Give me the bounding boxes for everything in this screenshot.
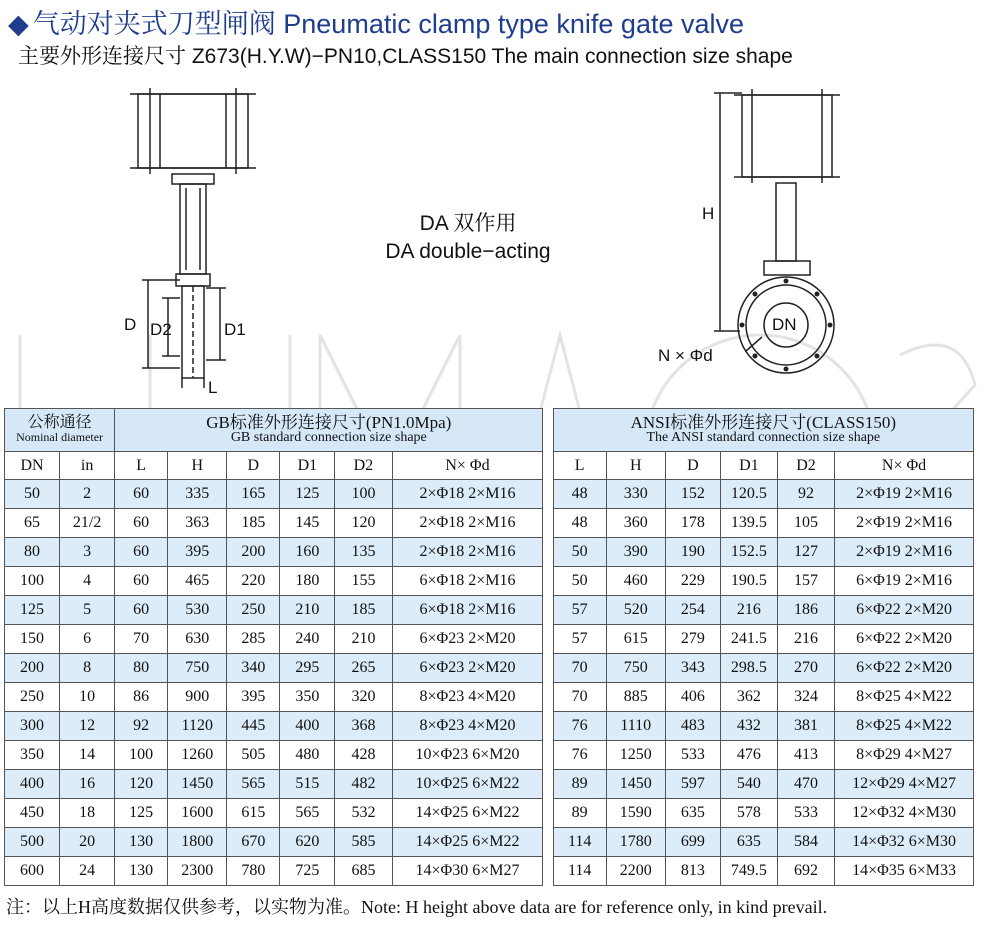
column-header: L bbox=[115, 452, 168, 480]
table-gap bbox=[543, 828, 553, 857]
table-cell: 533 bbox=[777, 799, 834, 828]
table-row bbox=[5, 857, 974, 886]
table-cell: 16 bbox=[60, 770, 115, 799]
table-gap bbox=[543, 799, 553, 828]
table-cell: 216 bbox=[777, 625, 834, 654]
table-cell: 3 bbox=[60, 538, 115, 567]
column-header: N× Φd bbox=[392, 452, 543, 480]
table-cell: 279 bbox=[665, 625, 720, 654]
table-cell: 390 bbox=[606, 538, 665, 567]
table-cell: 578 bbox=[720, 799, 777, 828]
column-header: DN bbox=[5, 452, 60, 480]
table-cell: 482 bbox=[335, 770, 392, 799]
table-cell: 145 bbox=[280, 509, 335, 538]
table-cell: 240 bbox=[280, 625, 335, 654]
table-cell: 432 bbox=[720, 712, 777, 741]
table-cell: 190.5 bbox=[720, 567, 777, 596]
column-header: in bbox=[60, 452, 115, 480]
table-cell: 70 bbox=[553, 654, 606, 683]
table-cell: 450 bbox=[5, 799, 60, 828]
table-cell: 139.5 bbox=[720, 509, 777, 538]
table-cell: 597 bbox=[665, 770, 720, 799]
header-gb-zh: GB标准外形连接尺寸(PN1.0Mpa) bbox=[206, 413, 452, 432]
table-cell: 160 bbox=[280, 538, 335, 567]
table-cell: 48 bbox=[553, 480, 606, 509]
table-cell: 165 bbox=[227, 480, 280, 509]
table-cell: 750 bbox=[168, 654, 227, 683]
table-gap bbox=[543, 770, 553, 799]
table-cell: 157 bbox=[777, 567, 834, 596]
table-cell: 2200 bbox=[606, 857, 665, 886]
table-cell: 120 bbox=[115, 770, 168, 799]
table-cell: 24 bbox=[60, 857, 115, 886]
footnote: 注：以上H高度数据仅供参考，以实物为准。Note: H height above data are for reference only, in kind prevail. bbox=[6, 897, 828, 917]
table-cell: 584 bbox=[777, 828, 834, 857]
table-cell: 2 bbox=[60, 480, 115, 509]
table-cell: 749.5 bbox=[720, 857, 777, 886]
table-cell: 6×Φ22 2×M20 bbox=[835, 654, 974, 683]
table-gap bbox=[543, 538, 553, 567]
table-cell: 48 bbox=[553, 509, 606, 538]
table-cell: 2×Φ19 2×M16 bbox=[835, 538, 974, 567]
diamond-bullet-icon: ◆ bbox=[8, 9, 29, 39]
table-cell: 21/2 bbox=[60, 509, 115, 538]
table-cell: 400 bbox=[5, 770, 60, 799]
table-cell: 885 bbox=[606, 683, 665, 712]
table-cell: 670 bbox=[227, 828, 280, 857]
valve-front-view-drawing bbox=[650, 85, 860, 385]
table-cell: 1780 bbox=[606, 828, 665, 857]
table-cell: 2×Φ18 2×M16 bbox=[392, 480, 543, 509]
table-gap bbox=[543, 857, 553, 886]
table-cell: 6×Φ23 2×M20 bbox=[392, 654, 543, 683]
table-row bbox=[5, 741, 974, 770]
table-cell: 50 bbox=[5, 480, 60, 509]
table-cell: 20 bbox=[60, 828, 115, 857]
table-gap bbox=[543, 625, 553, 654]
table-cell: 2×Φ18 2×M16 bbox=[392, 538, 543, 567]
table-cell: 363 bbox=[168, 509, 227, 538]
table-cell: 350 bbox=[5, 741, 60, 770]
page-subtitle: 主要外形连接尺寸 Z673(H.Y.W)−PN10,CLASS150 The main connection size shape bbox=[18, 45, 793, 68]
table-cell: 8 bbox=[60, 654, 115, 683]
table-cell: 186 bbox=[777, 596, 834, 625]
table-cell: 476 bbox=[720, 741, 777, 770]
table-cell: 127 bbox=[777, 538, 834, 567]
table-cell: 57 bbox=[553, 625, 606, 654]
table-cell: 270 bbox=[777, 654, 834, 683]
mode-label-zh: DA 双作用 bbox=[419, 212, 517, 235]
table-gap bbox=[543, 409, 553, 452]
table-cell: 320 bbox=[335, 683, 392, 712]
table-cell: 8×Φ25 4×M22 bbox=[835, 712, 974, 741]
header-group-row bbox=[5, 409, 974, 452]
table-cell: 470 bbox=[777, 770, 834, 799]
table-row bbox=[5, 567, 974, 596]
table-cell: 362 bbox=[720, 683, 777, 712]
table-cell: 445 bbox=[227, 712, 280, 741]
table-cell: 5 bbox=[60, 596, 115, 625]
table-cell: 76 bbox=[553, 712, 606, 741]
valve-side-view-drawing bbox=[120, 80, 280, 395]
table-cell: 6×Φ18 2×M16 bbox=[392, 596, 543, 625]
table-cell: 368 bbox=[335, 712, 392, 741]
label-d1: D1 bbox=[224, 320, 246, 339]
column-header: D1 bbox=[280, 452, 335, 480]
table-cell: 6×Φ22 2×M20 bbox=[835, 625, 974, 654]
table-cell: 80 bbox=[115, 654, 168, 683]
table-cell: 2×Φ19 2×M16 bbox=[835, 509, 974, 538]
table-cell: 350 bbox=[280, 683, 335, 712]
table-cell: 1590 bbox=[606, 799, 665, 828]
table-cell: 533 bbox=[665, 741, 720, 770]
table-cell: 300 bbox=[5, 712, 60, 741]
table-cell: 520 bbox=[606, 596, 665, 625]
table-cell: 330 bbox=[606, 480, 665, 509]
column-header: N× Φd bbox=[835, 452, 974, 480]
table-cell: 6×Φ23 2×M20 bbox=[392, 625, 543, 654]
table-row bbox=[5, 828, 974, 857]
table-cell: 250 bbox=[5, 683, 60, 712]
table-cell: 750 bbox=[606, 654, 665, 683]
table-cell: 50 bbox=[553, 538, 606, 567]
table-cell: 900 bbox=[168, 683, 227, 712]
table-cell: 395 bbox=[168, 538, 227, 567]
table-cell: 460 bbox=[606, 567, 665, 596]
table-cell: 50 bbox=[553, 567, 606, 596]
table-cell: 6×Φ18 2×M16 bbox=[392, 567, 543, 596]
table-cell: 6×Φ22 2×M20 bbox=[835, 596, 974, 625]
table-cell: 530 bbox=[168, 596, 227, 625]
table-cell: 1260 bbox=[168, 741, 227, 770]
table-cell: 780 bbox=[227, 857, 280, 886]
header-ansi-zh: ANSI标准外形连接尺寸(CLASS150) bbox=[630, 413, 897, 432]
table-cell: 254 bbox=[665, 596, 720, 625]
table-cell: 1110 bbox=[606, 712, 665, 741]
table-cell: 250 bbox=[227, 596, 280, 625]
table-cell: 241.5 bbox=[720, 625, 777, 654]
table-cell: 150 bbox=[5, 625, 60, 654]
table-row bbox=[5, 654, 974, 683]
table-cell: 505 bbox=[227, 741, 280, 770]
table-cell: 89 bbox=[553, 770, 606, 799]
table-cell: 725 bbox=[280, 857, 335, 886]
table-cell: 699 bbox=[665, 828, 720, 857]
column-header: H bbox=[168, 452, 227, 480]
table-cell: 620 bbox=[280, 828, 335, 857]
table-gap bbox=[543, 509, 553, 538]
table-cell: 125 bbox=[115, 799, 168, 828]
table-row bbox=[5, 596, 974, 625]
table-cell: 10×Φ25 6×M22 bbox=[392, 770, 543, 799]
table-cell: 6 bbox=[60, 625, 115, 654]
table-cell: 480 bbox=[280, 741, 335, 770]
table-cell: 6×Φ19 2×M16 bbox=[835, 567, 974, 596]
table-cell: 692 bbox=[777, 857, 834, 886]
table-cell: 125 bbox=[5, 596, 60, 625]
table-cell: 210 bbox=[280, 596, 335, 625]
table-cell: 120 bbox=[335, 509, 392, 538]
table-cell: 413 bbox=[777, 741, 834, 770]
table-cell: 92 bbox=[777, 480, 834, 509]
header-nominal-en: Nominal diameter bbox=[16, 430, 104, 444]
header-ansi-en: The ANSI standard connection size shape bbox=[646, 430, 881, 445]
table-cell: 178 bbox=[665, 509, 720, 538]
table-cell: 483 bbox=[665, 712, 720, 741]
table-cell: 80 bbox=[5, 538, 60, 567]
table-cell: 2×Φ19 2×M16 bbox=[835, 480, 974, 509]
header-nominal-zh: 公称通径 bbox=[27, 414, 92, 431]
table-cell: 395 bbox=[227, 683, 280, 712]
table-cell: 428 bbox=[335, 741, 392, 770]
column-header: D1 bbox=[720, 452, 777, 480]
table-cell: 60 bbox=[115, 596, 168, 625]
label-l: L bbox=[208, 378, 218, 395]
table-cell: 532 bbox=[335, 799, 392, 828]
table-cell: 685 bbox=[335, 857, 392, 886]
table-gap bbox=[543, 683, 553, 712]
table-cell: 100 bbox=[115, 741, 168, 770]
table-row bbox=[5, 799, 974, 828]
table-cell: 500 bbox=[5, 828, 60, 857]
table-cell: 635 bbox=[665, 799, 720, 828]
table-cell: 1120 bbox=[168, 712, 227, 741]
table-cell: 70 bbox=[115, 625, 168, 654]
header-ansi bbox=[553, 409, 973, 452]
table-cell: 1800 bbox=[168, 828, 227, 857]
table-cell: 12×Φ32 4×M30 bbox=[835, 799, 974, 828]
table-cell: 615 bbox=[227, 799, 280, 828]
table-cell: 298.5 bbox=[720, 654, 777, 683]
table-cell: 60 bbox=[115, 509, 168, 538]
table-cell: 813 bbox=[665, 857, 720, 886]
page-title bbox=[8, 2, 744, 41]
label-bolt-holes: N × Φd bbox=[658, 346, 713, 365]
table-row bbox=[5, 509, 974, 538]
table-cell: 190 bbox=[665, 538, 720, 567]
table-gap bbox=[543, 654, 553, 683]
table-gap bbox=[543, 567, 553, 596]
table-cell: 10 bbox=[60, 683, 115, 712]
table-cell: 210 bbox=[335, 625, 392, 654]
table-cell: 57 bbox=[553, 596, 606, 625]
table-cell: 114 bbox=[553, 857, 606, 886]
mode-label-en: DA double−acting bbox=[385, 240, 551, 263]
table-cell: 335 bbox=[168, 480, 227, 509]
table-cell: 14×Φ25 6×M22 bbox=[392, 799, 543, 828]
table-cell: 105 bbox=[777, 509, 834, 538]
table-cell: 120.5 bbox=[720, 480, 777, 509]
header-gb-en: GB standard connection size shape bbox=[230, 430, 427, 445]
table-cell: 12 bbox=[60, 712, 115, 741]
table-gap bbox=[543, 480, 553, 509]
header-gb bbox=[115, 409, 543, 452]
table-cell: 8×Φ25 4×M22 bbox=[835, 683, 974, 712]
table-cell: 152.5 bbox=[720, 538, 777, 567]
header-nominal bbox=[5, 409, 115, 452]
table-gap bbox=[543, 452, 553, 480]
table-cell: 60 bbox=[115, 480, 168, 509]
table-cell: 8×Φ29 4×M27 bbox=[835, 741, 974, 770]
table-gap bbox=[543, 712, 553, 741]
table-cell: 635 bbox=[720, 828, 777, 857]
table-cell: 400 bbox=[280, 712, 335, 741]
label-d: D bbox=[124, 315, 137, 334]
dimension-table bbox=[4, 408, 974, 886]
table-cell: 12×Φ29 4×M27 bbox=[835, 770, 974, 799]
table-cell: 200 bbox=[5, 654, 60, 683]
column-header: H bbox=[606, 452, 665, 480]
table-cell: 540 bbox=[720, 770, 777, 799]
table-cell: 152 bbox=[665, 480, 720, 509]
column-header-row bbox=[5, 452, 974, 480]
table-row bbox=[5, 770, 974, 799]
table-gap bbox=[543, 596, 553, 625]
table-cell: 130 bbox=[115, 828, 168, 857]
column-header: D2 bbox=[777, 452, 834, 480]
table-cell: 114 bbox=[553, 828, 606, 857]
column-header: L bbox=[553, 452, 606, 480]
table-cell: 229 bbox=[665, 567, 720, 596]
table-cell: 565 bbox=[280, 799, 335, 828]
table-cell: 76 bbox=[553, 741, 606, 770]
table-cell: 565 bbox=[227, 770, 280, 799]
table-cell: 185 bbox=[335, 596, 392, 625]
table-cell: 2×Φ18 2×M16 bbox=[392, 509, 543, 538]
table-cell: 220 bbox=[227, 567, 280, 596]
table-cell: 125 bbox=[280, 480, 335, 509]
table-cell: 381 bbox=[777, 712, 834, 741]
table-cell: 100 bbox=[335, 480, 392, 509]
table-row bbox=[5, 683, 974, 712]
table-cell: 92 bbox=[115, 712, 168, 741]
table-cell: 600 bbox=[5, 857, 60, 886]
table-cell: 630 bbox=[168, 625, 227, 654]
table-cell: 60 bbox=[115, 538, 168, 567]
table-cell: 295 bbox=[280, 654, 335, 683]
table-cell: 360 bbox=[606, 509, 665, 538]
table-cell: 8×Φ23 4×M20 bbox=[392, 712, 543, 741]
table-cell: 14 bbox=[60, 741, 115, 770]
table-cell: 324 bbox=[777, 683, 834, 712]
table-cell: 343 bbox=[665, 654, 720, 683]
table-cell: 86 bbox=[115, 683, 168, 712]
table-cell: 1450 bbox=[168, 770, 227, 799]
table-cell: 216 bbox=[720, 596, 777, 625]
table-cell: 185 bbox=[227, 509, 280, 538]
table-cell: 135 bbox=[335, 538, 392, 567]
table-cell: 155 bbox=[335, 567, 392, 596]
table-cell: 200 bbox=[227, 538, 280, 567]
table-cell: 515 bbox=[280, 770, 335, 799]
table-cell: 14×Φ32 6×M30 bbox=[835, 828, 974, 857]
table-cell: 65 bbox=[5, 509, 60, 538]
table-row bbox=[5, 538, 974, 567]
label-h: H bbox=[702, 204, 715, 223]
column-header: D bbox=[665, 452, 720, 480]
title-text: 气动对夹式刀型闸阀 Pneumatic clamp type knife gate valve bbox=[32, 9, 745, 39]
table-cell: 615 bbox=[606, 625, 665, 654]
table-cell: 2300 bbox=[168, 857, 227, 886]
table-cell: 89 bbox=[553, 799, 606, 828]
table-row bbox=[5, 712, 974, 741]
table-cell: 60 bbox=[115, 567, 168, 596]
table-cell: 1450 bbox=[606, 770, 665, 799]
table-cell: 14×Φ35 6×M33 bbox=[835, 857, 974, 886]
table-cell: 406 bbox=[665, 683, 720, 712]
table-cell: 14×Φ30 6×M27 bbox=[392, 857, 543, 886]
table-cell: 285 bbox=[227, 625, 280, 654]
table-cell: 70 bbox=[553, 683, 606, 712]
table-cell: 14×Φ25 6×M22 bbox=[392, 828, 543, 857]
table-cell: 340 bbox=[227, 654, 280, 683]
table-cell: 18 bbox=[60, 799, 115, 828]
table-cell: 1600 bbox=[168, 799, 227, 828]
column-header: D bbox=[227, 452, 280, 480]
table-cell: 1250 bbox=[606, 741, 665, 770]
table-cell: 10×Φ23 6×M20 bbox=[392, 741, 543, 770]
table-cell: 100 bbox=[5, 567, 60, 596]
table-cell: 585 bbox=[335, 828, 392, 857]
table-cell: 4 bbox=[60, 567, 115, 596]
table-gap bbox=[543, 741, 553, 770]
table-cell: 465 bbox=[168, 567, 227, 596]
table-cell: 180 bbox=[280, 567, 335, 596]
table-row bbox=[5, 625, 974, 654]
table-row bbox=[5, 480, 974, 509]
label-dn: DN bbox=[772, 315, 797, 334]
table-cell: 130 bbox=[115, 857, 168, 886]
column-header: D2 bbox=[335, 452, 392, 480]
table-cell: 8×Φ23 4×M20 bbox=[392, 683, 543, 712]
label-d2: D2 bbox=[150, 320, 172, 339]
table-cell: 265 bbox=[335, 654, 392, 683]
